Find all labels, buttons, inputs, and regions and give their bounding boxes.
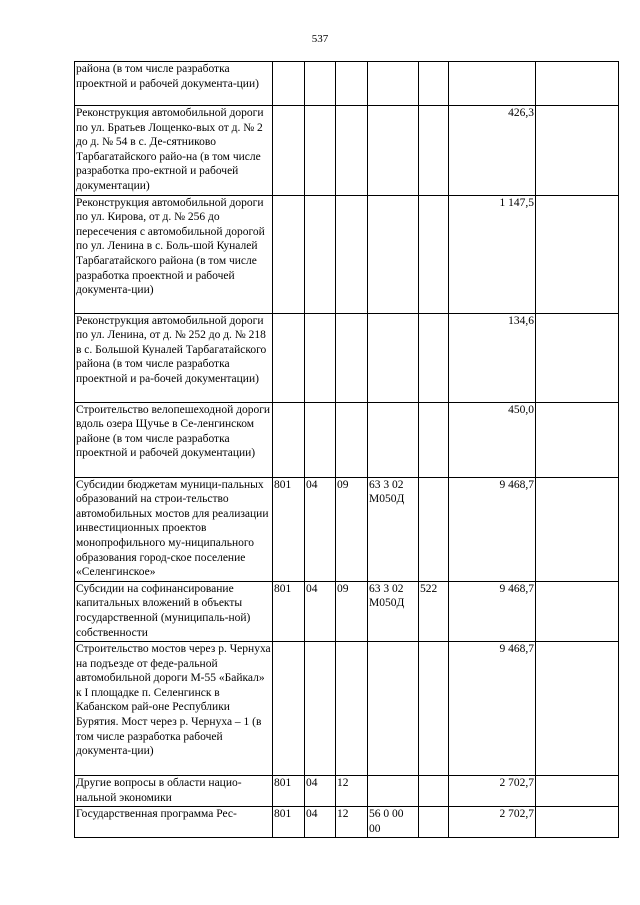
ministry-code-cell xyxy=(273,195,305,313)
table-row xyxy=(75,807,619,838)
ministry-code-cell: 801 xyxy=(273,477,305,581)
expense-type-code-cell xyxy=(419,642,449,776)
table-row xyxy=(75,776,619,807)
target-article-code-cell xyxy=(368,402,419,477)
ministry-code-cell xyxy=(273,402,305,477)
target-article-code-cell xyxy=(368,195,419,313)
amount-cell: 426,3 xyxy=(449,106,536,196)
table-row xyxy=(75,313,619,402)
section-code-cell: 04 xyxy=(305,807,336,838)
amount-cell: 9 468,7 xyxy=(449,477,536,581)
table-row xyxy=(75,402,619,477)
page-number: 537 xyxy=(311,33,329,45)
table-row xyxy=(75,195,619,313)
subsection-code-cell xyxy=(336,195,368,313)
ministry-code-cell: 801 xyxy=(273,776,305,807)
budget-table-body xyxy=(75,62,619,838)
ministry-code-cell xyxy=(273,642,305,776)
extra-column-cell xyxy=(536,776,619,807)
line-item-name-cell: Государственная программа Рес- xyxy=(75,807,273,838)
line-item-name-cell: района (в том числе разработка проектной и рабочей документа-ции) xyxy=(75,62,273,106)
subsection-code-cell xyxy=(336,313,368,402)
section-code-cell xyxy=(305,106,336,196)
expense-type-code-cell xyxy=(419,807,449,838)
extra-column-cell xyxy=(536,642,619,776)
expense-type-code-cell xyxy=(419,776,449,807)
line-item-name-cell: Реконструкция автомобильной дороги по ул. Ленина, от д. № 252 до д. № 218 в с. Большой Куналей Тарбагатайского района (в том числе разработка проектной и ра-бочей документации) xyxy=(75,313,273,402)
target-article-code-cell xyxy=(368,313,419,402)
section-code-cell xyxy=(305,313,336,402)
amount-cell: 2 702,7 xyxy=(449,776,536,807)
ministry-code-cell xyxy=(273,106,305,196)
amount-cell: 1 147,5 xyxy=(449,195,536,313)
subsection-code-cell xyxy=(336,642,368,776)
line-item-name-cell: Субсидии бюджетам муници-пальных образований на строи-тельство автомобильных мостов для реализации инвестиционных проектов монопрофильного му-ниципального образования город-ское поселение «Селенгинское» xyxy=(75,477,273,581)
expense-type-code-cell xyxy=(419,477,449,581)
table-row xyxy=(75,62,619,106)
table-row xyxy=(75,581,619,641)
expense-type-code-cell xyxy=(419,62,449,106)
budget-table xyxy=(74,61,619,838)
amount-cell: 9 468,7 xyxy=(449,642,536,776)
target-article-code-cell xyxy=(368,776,419,807)
extra-column-cell xyxy=(536,62,619,106)
extra-column-cell xyxy=(536,313,619,402)
target-article-code-cell: 63 3 02 М050Д xyxy=(368,581,419,641)
expense-type-code-cell xyxy=(419,106,449,196)
expense-type-code-cell: 522 xyxy=(419,581,449,641)
extra-column-cell xyxy=(536,195,619,313)
amount-cell xyxy=(449,62,536,106)
line-item-name-cell: Реконструкция автомобильной дороги по ул. Кирова, от д. № 256 до пересечения с автомобильной дорогой по ул. Ленина в с. Боль-шой Куналей Тарбагатайского района (в том числе разработка проектной и рабочей документа-ции) xyxy=(75,195,273,313)
section-code-cell: 04 xyxy=(305,477,336,581)
target-article-code-cell: 63 3 02 М050Д xyxy=(368,477,419,581)
line-item-name-cell: Другие вопросы в области нацио-нальной экономики xyxy=(75,776,273,807)
subsection-code-cell: 12 xyxy=(336,807,368,838)
amount-cell: 9 468,7 xyxy=(449,581,536,641)
expense-type-code-cell xyxy=(419,402,449,477)
line-item-name-cell: Строительство мостов через р. Чернуха на подъезде от феде-ральной автомобильной дороги М-55 «Байкал» к I площадке п. Селенгинск в Кабанском рай-оне Республики Бурятия. Мост через р. Чернуха – 1 (в том числе разработка рабочей документа-ции) xyxy=(75,642,273,776)
extra-column-cell xyxy=(536,581,619,641)
section-code-cell xyxy=(305,402,336,477)
expense-type-code-cell xyxy=(419,195,449,313)
amount-cell: 2 702,7 xyxy=(449,807,536,838)
subsection-code-cell xyxy=(336,402,368,477)
section-code-cell: 04 xyxy=(305,776,336,807)
subsection-code-cell: 12 xyxy=(336,776,368,807)
amount-cell: 450,0 xyxy=(449,402,536,477)
section-code-cell: 04 xyxy=(305,581,336,641)
section-code-cell xyxy=(305,195,336,313)
subsection-code-cell: 09 xyxy=(336,477,368,581)
target-article-code-cell: 56 0 00 00 xyxy=(368,807,419,838)
ministry-code-cell xyxy=(273,313,305,402)
line-item-name-cell: Строительство велопешеходной дороги вдоль озера Щучье в Се-ленгинском районе (в том числе разработка проектной и рабочей документации) xyxy=(75,402,273,477)
expense-type-code-cell xyxy=(419,313,449,402)
table-row xyxy=(75,106,619,196)
table-row xyxy=(75,477,619,581)
subsection-code-cell: 09 xyxy=(336,581,368,641)
amount-cell: 134,6 xyxy=(449,313,536,402)
extra-column-cell xyxy=(536,807,619,838)
ministry-code-cell: 801 xyxy=(273,807,305,838)
target-article-code-cell xyxy=(368,106,419,196)
extra-column-cell xyxy=(536,106,619,196)
subsection-code-cell xyxy=(336,62,368,106)
line-item-name-cell: Реконструкция автомобильной дороги по ул. Братьев Лощенко-вых от д. № 2 до д. № 54 в с. Де-сятниково Тарбагатайского райо-на (в том числе разработка про-ектной и рабочей документации) xyxy=(75,106,273,196)
ministry-code-cell xyxy=(273,62,305,106)
section-code-cell xyxy=(305,62,336,106)
target-article-code-cell xyxy=(368,62,419,106)
extra-column-cell xyxy=(536,477,619,581)
table-row xyxy=(75,642,619,776)
ministry-code-cell: 801 xyxy=(273,581,305,641)
section-code-cell xyxy=(305,642,336,776)
target-article-code-cell xyxy=(368,642,419,776)
line-item-name-cell: Субсидии на софинансирование капитальных вложений в объекты государственной (муниципаль-ной) собственности xyxy=(75,581,273,641)
subsection-code-cell xyxy=(336,106,368,196)
extra-column-cell xyxy=(536,402,619,477)
